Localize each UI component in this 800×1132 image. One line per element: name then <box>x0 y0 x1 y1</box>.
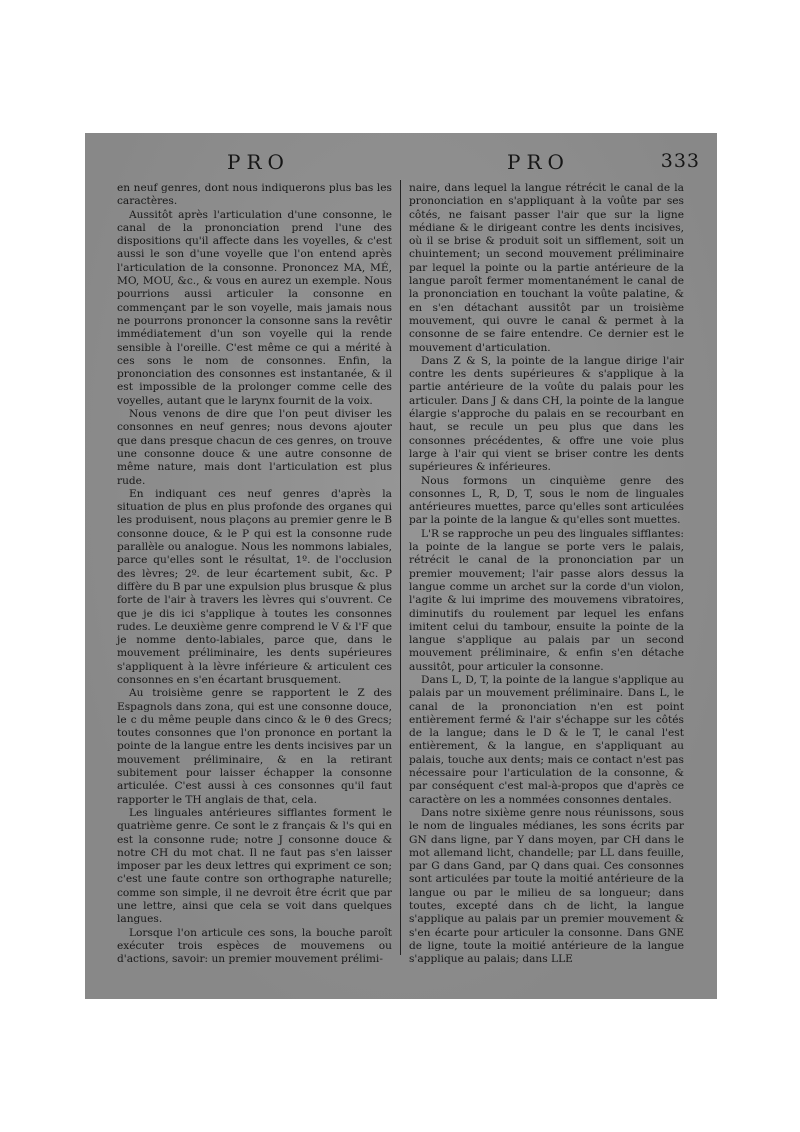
paragraph: en neuf genres, dont nous indiquerons plus bas les caractères. <box>117 182 392 208</box>
right-column <box>409 182 684 966</box>
left-column <box>117 182 392 966</box>
paragraph: naire, dans lequel la langue rétrécit le canal de la prononciation en s'appliquant à la voûte par ses côtés, ne faisant passer l'air que sur la ligne médiane & le dirigeant contre les dents incisives, où il se brise & produit soit un sifflement, soit un chuintement; un second mouvement préliminaire par lequel la pointe ou la partie antérieure de la langue paroît fermer momentanément le canal de la prononciation en touchant la voûte palatine, & en s'en détachant aussitôt par un troisième mouvement, qui ouvre le canal & permet à la consonne de se faire entendre. Ce dernier est le mouvement d'articulation. <box>409 182 684 354</box>
paragraph: Dans L, D, T, la pointe de la langue s'applique au palais par un mouvement préliminaire. Dans L, le canal de la prononciation n'en est point entièrement fermé & l'air s'échappe sur les côtés de la langue; dans le D & le T, le canal l'est entièrement, & la langue, en s'appliquant au palais, touche aux dents; mais ce contact n'est pas nécessaire pour l'articulation de la consonne, & par conséquent c'est mal-à-propos que d'après ce caractère on les a nommées consonnes dentales. <box>409 673 684 806</box>
paragraph: Lorsque l'on articule ces sons, la bouche paroît exécuter trois espèces de mouvemens ou d'actions, savoir: un premier mouvement prélimi- <box>117 926 392 966</box>
paragraph: Les linguales antérieures sifflantes forment le quatrième genre. Ce sont le z français & l's qui en est la consonne rude; notre J consonne douce & notre CH du mot chat. Il ne faut pas s'en laisser imposer par les deux lettres qui expriment ce son; c'est une faute contre son orthographe naturelle; comme son simple, il ne devroit être écrit que par une lettre, ainsi que cela se voit dans quelques langues. <box>117 806 392 926</box>
paragraph: Nous venons de dire que l'on peut diviser les consonnes en neuf genres; nous devons ajouter que dans presque chacun de ces genres, on trouve une consonne douce & une autre consonne de même nature, mais dont l'articulation est plus rude. <box>117 408 392 487</box>
running-head-right: PRO <box>507 150 570 174</box>
dictionary-page <box>117 150 700 966</box>
running-head-left: PRO <box>227 150 290 174</box>
column-divider <box>400 180 401 955</box>
paragraph: Dans Z & S, la pointe de la langue dirige l'air contre les dents supérieures & s'applique à la partie antérieure de la voûte du palais pour les articuler. Dans J & dans CH, la pointe de la langue élargie s'approche du palais en se recourbant en haut, se recule un peu plus que dans les consonnes précédentes, & offre une voie plus large à l'air qui vient se briser contre les dents supérieures & inférieures. <box>409 354 684 474</box>
paragraph: En indiquant ces neuf genres d'après la situation de plus en plus profonde des organes qui les produisent, nous plaçons au premier genre le B consonne douce, & le P qui est la consonne rude parallèle ou analogue. Nous les nommons labiales, parce qu'elles sont le résultat, 1º. de l'occlusion des lèvres; 2º. de leur écartement subit, &c. P diffère du B par une expulsion plus brusque & plus forte de l'air à travers les lèvres qui s'ouvrent. Ce que je dis ici s'applique à toutes les consonnes rudes. Le deuxième genre comprend le V & l'F que je nomme dento-labiales, parce que, dans le mouvement préliminaire, les dents supérieures s'appliquent à la lèvre inférieure & articulent ces consonnes en s'en écartant brusquement. <box>117 487 392 686</box>
paragraph: Aussitôt après l'articulation d'une consonne, le canal de la prononciation prend l'une des dispositions qu'il affecte dans les voyelles, & c'est aussi le son d'une voyelle que l'on entend après l'articulation de la consonne. Prononcez MA, MÉ, MO, MOU, &c., & vous en aurez un exemple. Nous pourrions aussi articuler la consonne en commençant par le son voyelle, mais jamais nous ne pourrons prononcer la consonne sans la revêtir immédiatement d'un son voyelle qui la rende sensible à l'oreille. C'est même ce qui a mérité à ces sons le nom de consonnes. Enfin, la prononciation des consonnes est instantanée, & il est impossible de la prolonger comme celle des voyelles, autant que le larynx fournit de la voix. <box>117 208 392 407</box>
paragraph: Dans notre sixième genre nous réunissons, sous le nom de linguales médianes, les sons écrits par GN dans ligne, par Y dans moyen, par CH dans le mot allemand licht, chandelle; par LL dans feuille, par G dans Gand, par Q dans quai. Ces consonnes sont articulées par toute la moitié antérieure de la langue ou par le milieu de sa longueur; dans toutes, excepté dans ch de licht, la langue s'applique au palais par un premier mouvement & s'en écarte pour articuler la consonne. Dans GNE de ligne, toute la moitié antérieure de la langue s'applique au palais; dans LLE <box>409 806 684 966</box>
paragraph: Au troisième genre se rapportent le Z des Espagnols dans zona, qui est une consonne douce, le c du même peuple dans cinco & le θ des Grecs; toutes consonnes que l'on prononce en portant la pointe de la langue entre les dents incisives par un mouvement préliminaire, & en la retirant subitement pour laisser échapper la consonne articulée. C'est aussi à ces consonnes qu'il faut rapporter le TH anglais de that, cela. <box>117 687 392 806</box>
paragraph: L'R se rapproche un peu des linguales sifflantes: la pointe de la langue se porte vers le palais, rétrécit le canal de la prononciation par un premier mouvement; l'air passe alors dessus la langue comme un archet sur la corde d'un violon, l'agite & lui imprime des mouvemens vibratoires, diminutifs du roulement par lequel les enfans imitent celui du tambour, ensuite la pointe de la langue s'applique au palais par un second mouvement préliminaire, & enfin s'en détache aussitôt, pour articuler la consonne. <box>409 527 684 673</box>
page-number: 333 <box>660 150 700 172</box>
paragraph: Nous formons un cinquième genre des consonnes L, R, D, T, sous le nom de linguales antérieures muettes, parce qu'elles sont articulées par la pointe de la langue & qu'elles sont muettes. <box>409 474 684 527</box>
